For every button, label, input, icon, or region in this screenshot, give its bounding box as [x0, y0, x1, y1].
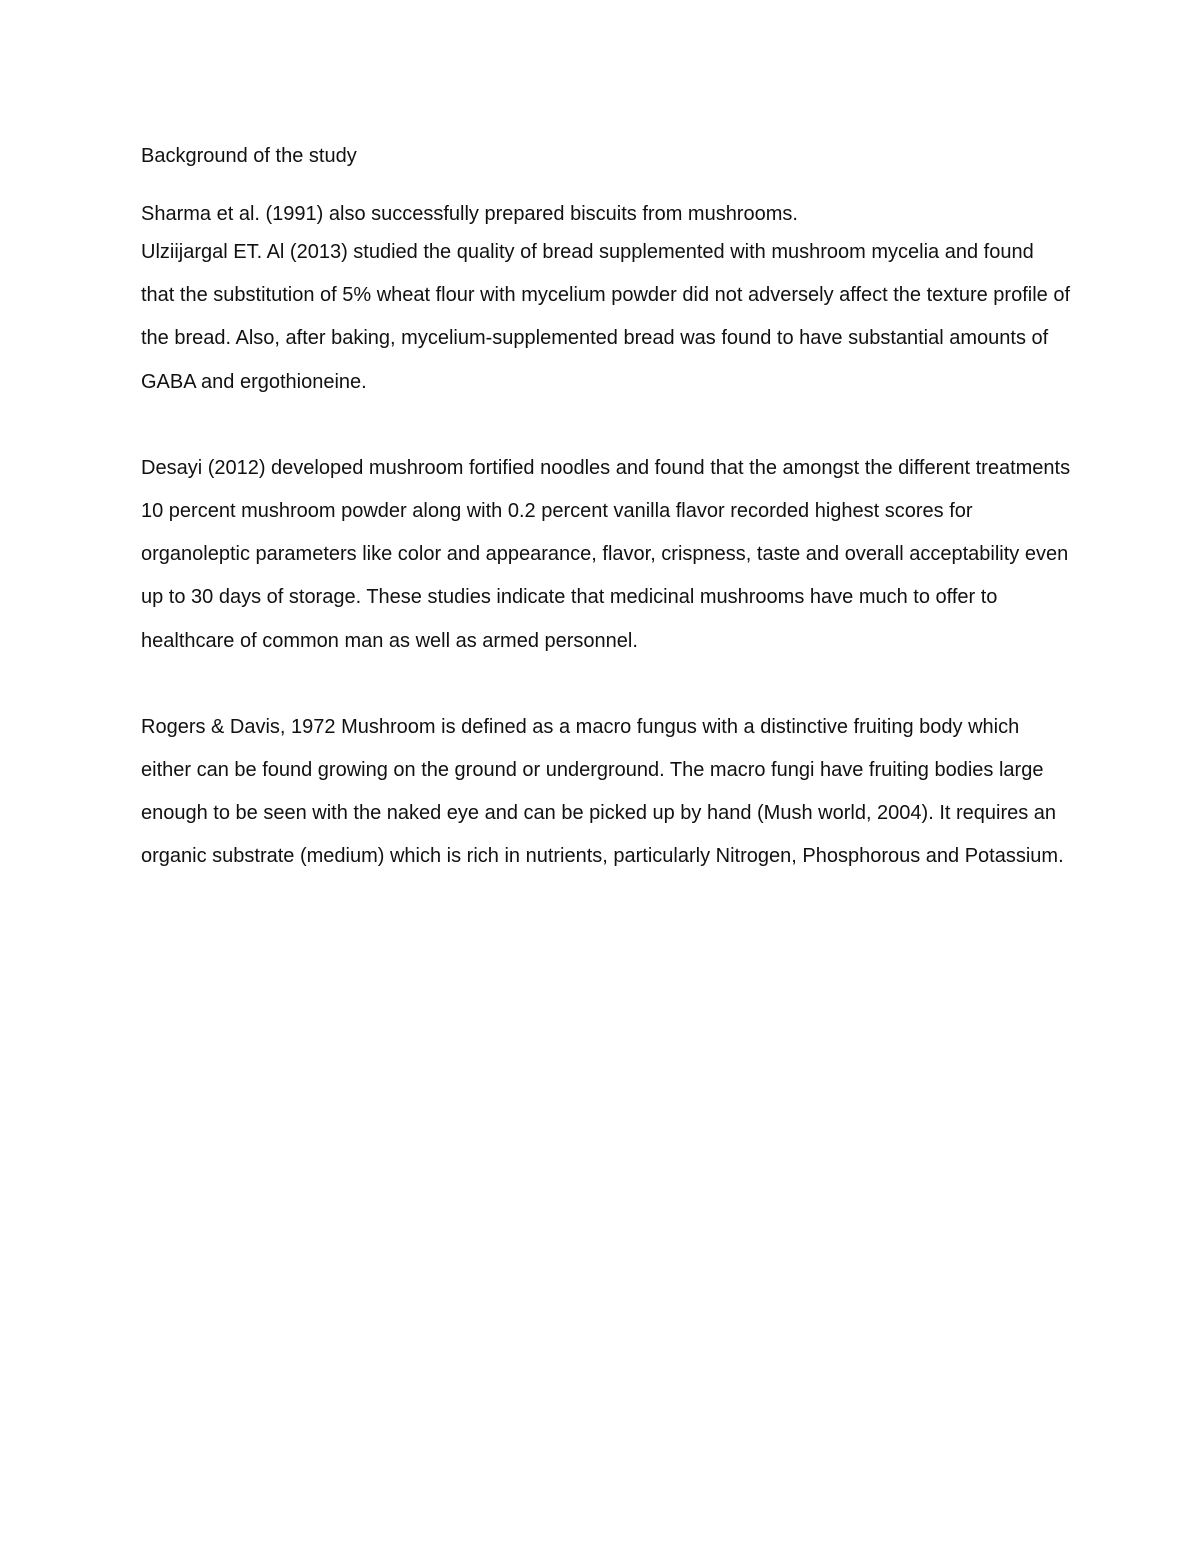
- paragraph-ulziijargal: Ulziijargal ET. Al (2013) studied the quality of bread supplemented with mushroom mycelia and found that the substitution of 5% wheat flour with mycelium powder did not adversely affect the texture profile of the bread. Also, after baking, mycelium-supplemented bread was found to have substantial amounts of GABA and ergothioneine.: [141, 241, 1071, 393]
- section-heading: Background of the study: [141, 145, 357, 167]
- spacer: [141, 404, 1071, 447]
- paragraph-desayi: Desayi (2012) developed mushroom fortified noodles and found that the amongst the different treatments 10 percent mushroom powder along with 0.2 percent vanilla flavor recorded highest scores for organoleptic parameters like color and appearance, flavor, crispness, taste and overall acceptability even up to 30 days of storage. These studies indicate that medicinal mushrooms have much to offer to healthcare of common man as well as armed personnel.: [141, 456, 1071, 652]
- spacer: [141, 173, 1071, 198]
- spacer: [141, 663, 1071, 706]
- paragraph-rogers-davis: Rogers & Davis, 1972 Mushroom is defined as a macro fungus with a distinctive fruiting body which either can be found growing on the ground or underground. The macro fungi have fruiting bodies large enough to be seen with the naked eye and can be picked up by hand (Mush world, 2004). It requires an organic substrate (medium) which is rich in nutrients, particularly Nitrogen, Phosphorous and Potassium.: [141, 715, 1064, 868]
- document-body: [141, 140, 1071, 879]
- paragraph-sharma: Sharma et al. (1991) also successfully prepared biscuits from mushrooms.: [141, 203, 798, 225]
